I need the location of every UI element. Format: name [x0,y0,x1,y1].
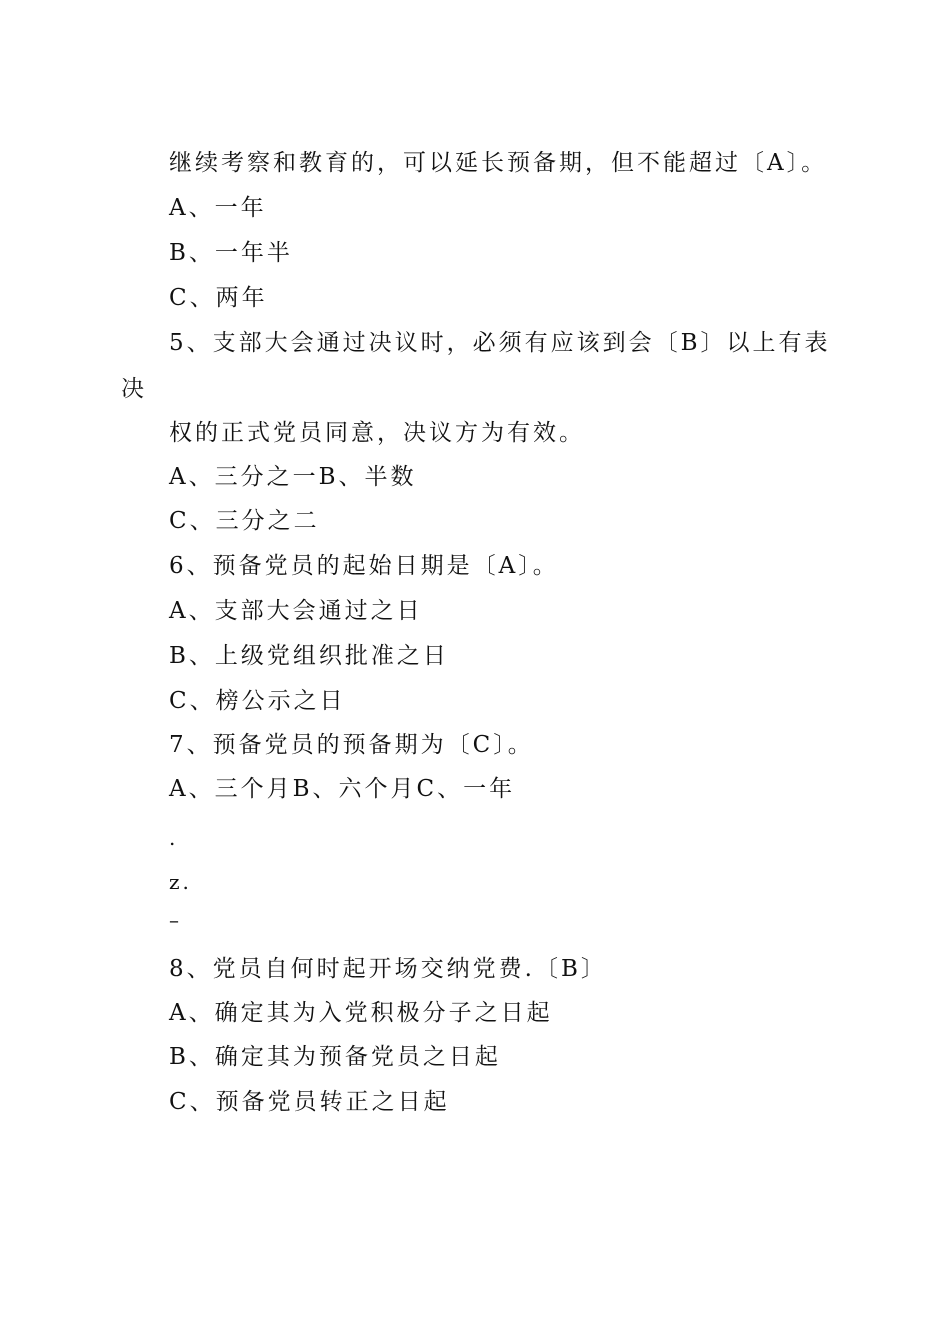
option-line: C、两年 [169,285,268,311]
question-7: 7、预备党员的预备期为〔C〕。 [169,732,534,758]
question-6: 6、预备党员的起始日期是〔A〕。 [169,553,559,579]
question-5: 5、支部大会通过决议时，必须有应该到会〔B〕以上有表 [169,330,831,356]
option-line: A、确定其为入党积极分子之日起 [169,1000,553,1026]
stray-mark: . [169,826,179,850]
stray-mark: z. [169,870,192,894]
option-line: C、三分之二 [169,508,320,534]
option-line: A、一年 [169,195,267,221]
question-5-wrap: 决 [121,376,147,402]
option-line: C、预备党员转正之日起 [169,1089,450,1115]
question-5-continuation: 权的正式党员同意，决议方为有效。 [169,420,585,446]
option-line: A、三个月B、六个月C、一年 [169,776,516,802]
text-line-continuation: 继续考察和教育的，可以延长预备期，但不能超过〔A〕。 [169,150,828,176]
option-line: C、榜公示之日 [169,688,346,714]
option-line: B、一年半 [169,240,293,266]
question-8: 8、党员自何时起开场交纳党费.〔B〕 [169,956,607,982]
option-line: A、支部大会通过之日 [169,598,423,624]
option-line: B、上级党组织批准之日 [169,643,449,669]
stray-mark: – [169,908,182,932]
option-line: B、确定其为预备党员之日起 [169,1044,501,1070]
option-line: A、三分之一B、半数 [169,464,417,490]
